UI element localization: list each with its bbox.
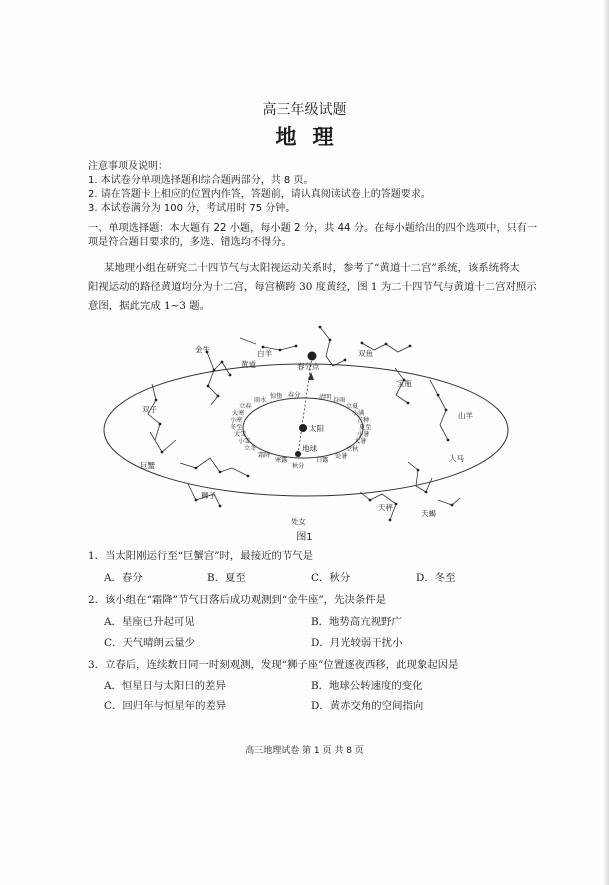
intro-line: 某地理小组在研究二十四节气与太阳视运动关系时，参考了“黄道十二宫”系统，该系统将太 [104,262,520,274]
page-footer: 高三地理试卷 第 1 页 共 8 页 [245,746,364,756]
earth-label: 地球 [302,444,317,453]
solar-term-label: 芒种 [357,417,370,424]
question-option: B．地球公转速度的变化 [311,680,423,692]
solar-term-label: 惊蛰 [270,393,283,400]
solar-term-label: 春分 [288,392,301,399]
notes-item: 1. 本试卷分单项选择题和综合题两部分，共 8 页。 [88,175,314,186]
exam-title: 高三年级试题 [262,102,347,118]
question-stem: 2．该小组在“霜降”节气日落后成功观测到“金牛座”，先决条件是 [88,594,387,606]
constellation-stars [155,326,454,522]
constellation-label: 宝瓶 [397,379,412,388]
question-option: A．恒星日与太阳日的差异 [104,680,226,692]
solar-term-label: 处暑 [335,453,348,460]
solar-term-label: 寒露 [275,457,288,464]
constellation-lines [148,327,460,520]
solar-term-label: 谷雨 [333,397,346,404]
solar-term-label: 秋分 [292,463,305,470]
earth-marker [295,451,301,457]
solar-term-label: 立春 [239,403,252,410]
figure-caption: 图1 [296,532,313,543]
constellation-label: 双鱼 [358,349,373,358]
ecliptic-label: 黄道 [241,360,256,369]
solar-term-label: 立秋 [346,446,359,453]
subject-title: 地理 [275,125,350,149]
solar-term-label: 小寒 [230,417,243,424]
solar-term-label: 冬至 [230,424,243,431]
question-option: C．秋分 [311,572,351,584]
constellation-label: 狮子 [201,491,216,500]
spring-point-label: 春分点 [297,362,320,371]
solar-term-label: 白露 [316,457,329,464]
question-option: C．回归年与恒星年的差异 [104,700,227,712]
notes-heading: 注意事项及说明： [88,161,168,172]
solar-term-label: 雨水 [254,397,267,404]
question-option: D．黄赤交角的空间指向 [311,700,424,712]
question-option: B．地势高亢视野广 [311,616,402,628]
intro-line: 阳视运动的路径黄道均分为十二宫，每宫横跨 30 度黄经，图 1 为二十四节气与黄道十二宫对照示 [88,281,537,293]
intro-line: 意图，据此完成 1~3 题。 [88,300,211,312]
constellation-label: 人马 [449,454,464,463]
solar-term-label: 大暑 [354,438,367,445]
constellation-label: 金牛 [195,345,210,354]
constellation-label: 天蝎 [421,509,436,518]
solar-term-label: 小满 [352,410,365,417]
question-option: C．天气晴朗云量少 [104,637,196,649]
question-stem: 3．立春后，连续数日同一时刻观测，发现“狮子座”位置逐夜西移，此现象起因是 [88,659,459,671]
notes-item: 2. 请在答题卡上相应的位置内作答，答题前，请认真阅读试卷上的答题要求。 [88,189,431,200]
sight-arrow [308,372,314,380]
question-option: A．星座已升起可见 [104,616,195,628]
solar-term-label: 小雪 [238,438,251,445]
constellation-label: 山羊 [458,411,473,420]
spring-point-marker [308,352,317,361]
solar-term-label: 立夏 [346,403,359,410]
question-option: A．春分 [104,572,143,584]
solar-term-label: 夏至 [359,424,372,431]
sun-label: 太阳 [309,424,324,433]
constellation-label: 巨蟹 [140,461,155,470]
notes-item: 3. 本试卷满分为 100 分，考试用时 75 分钟。 [88,203,296,214]
solar-term-label: 清明 [319,394,332,401]
constellation-label: 天秤 [378,503,393,512]
section-heading-cont: 项是符合题目要求的，多选、错选均不得分。 [88,237,292,248]
question-stem: 1．当太阳刚运行至“巨蟹宫”时，最接近的节气是 [88,550,314,562]
question-option: B．夏至 [207,572,246,584]
solar-term-label: 小暑 [357,431,370,438]
solar-term-label: 霜降 [258,452,271,459]
constellation-label: 双子 [142,405,157,414]
constellation-label: 处女 [291,517,306,526]
solar-term-label: 大雪 [234,431,247,438]
question-option: D．冬至 [416,572,456,584]
solar-term-label: 立冬 [244,445,257,452]
solar-term-label: 大寒 [232,410,245,417]
constellation-label: 白羊 [257,349,272,358]
sun-marker [299,424,307,432]
section-heading: 一、单项选择题：本大题有 22 小题，每小题 2 分，共 44 分。在每小题给出的四个选项中，只有一 [88,223,538,234]
sight-line [298,357,312,454]
question-option: D．月光较弱干扰小 [311,637,403,649]
